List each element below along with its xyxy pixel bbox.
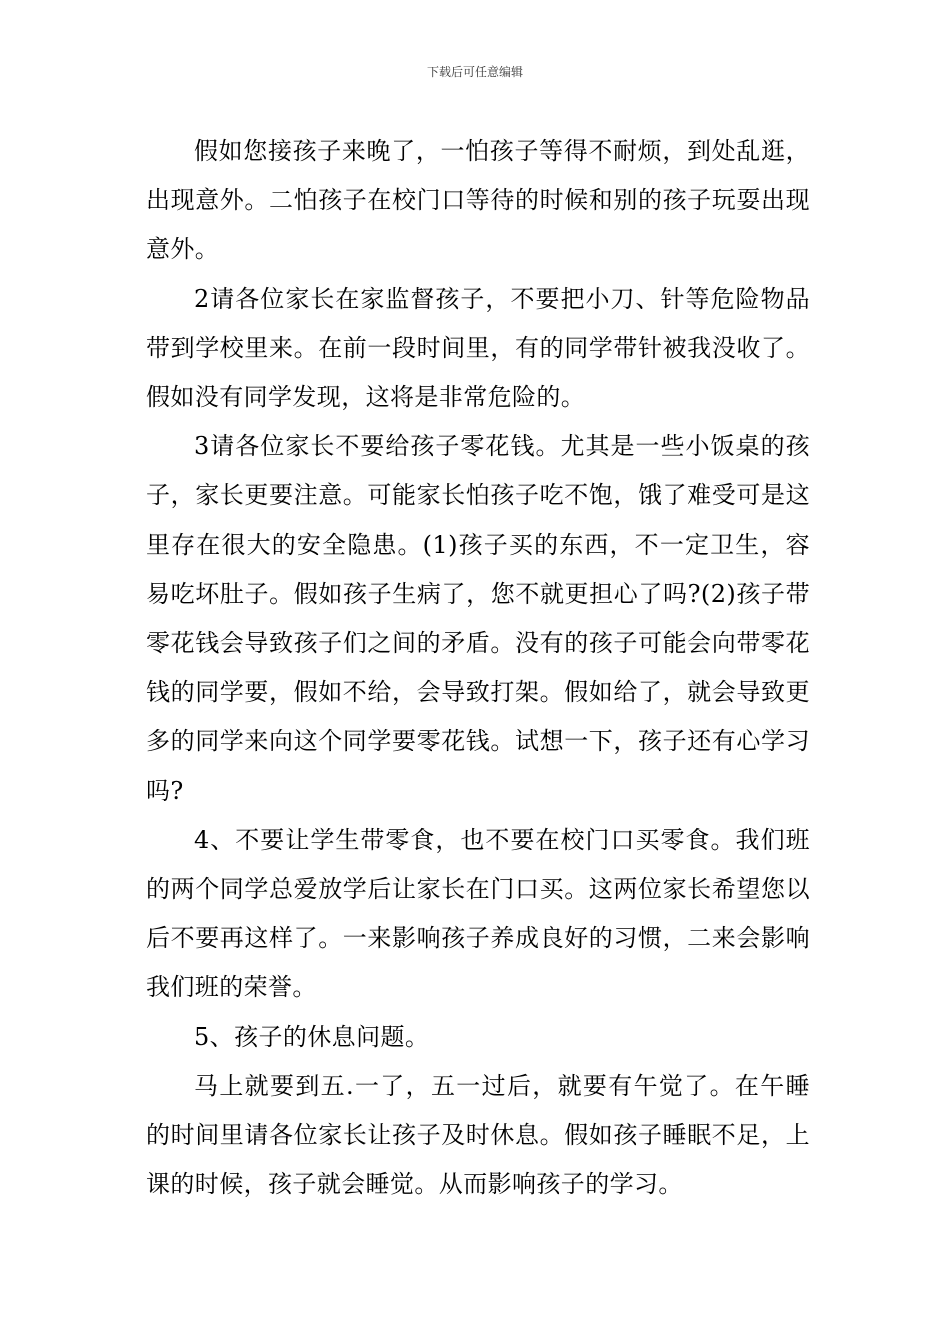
paragraph-pocket-money: 3请各位家长不要给孩子零花钱。尤其是一些小饭桌的孩子，家长更要注意。可能家长怕孩子吃不饱，饿了难受可是这里存在很大的安全隐患。(1)孩子买的东西，不一定卫生，容易吃坏肚子。假如孩子生病了，您不就更担心了吗?(2)孩子带零花钱会导致孩子们之间的矛盾。没有的孩子可能会向带零花钱的同学要，假如不给，会导致打架。假如给了，就会导致更多的同学来向这个同学要零花钱。试想一下，孩子还有心学习吗? <box>146 432 810 805</box>
paragraph-nap-time: 马上就要到五.一了，五一过后，就要有午觉了。在午睡的时间里请各位家长让孩子及时休息。假如孩子睡眠不足，上课的时候，孩子就会睡觉。从而影响孩子的学习。 <box>146 1071 810 1199</box>
paragraph-pickup-late: 假如您接孩子来晚了，一怕孩子等得不耐烦，到处乱逛，出现意外。二怕孩子在校门口等待的时候和别的孩子玩耍出现意外。 <box>146 137 810 264</box>
document-body <box>146 127 810 1209</box>
paragraph-snacks: 4、不要让学生带零食，也不要在校门口买零食。我们班的两个同学总爱放学后让家长在门口买。这两位家长希望您以后不要再这样了。一来影响孩子养成良好的习惯，二来会影响我们班的荣誉。 <box>146 825 810 1002</box>
page-header-note: 下载后可任意编辑 <box>426 65 523 79</box>
paragraph-rest-heading: 5、孩子的休息问题。 <box>194 1022 430 1051</box>
paragraph-dangerous-items: 2请各位家长在家监督孩子，不要把小刀、针等危险物品带到学校里来。在前一段时间里，有的同学带针被我没收了。假如没有同学发现，这将是非常危险的。 <box>146 284 810 412</box>
